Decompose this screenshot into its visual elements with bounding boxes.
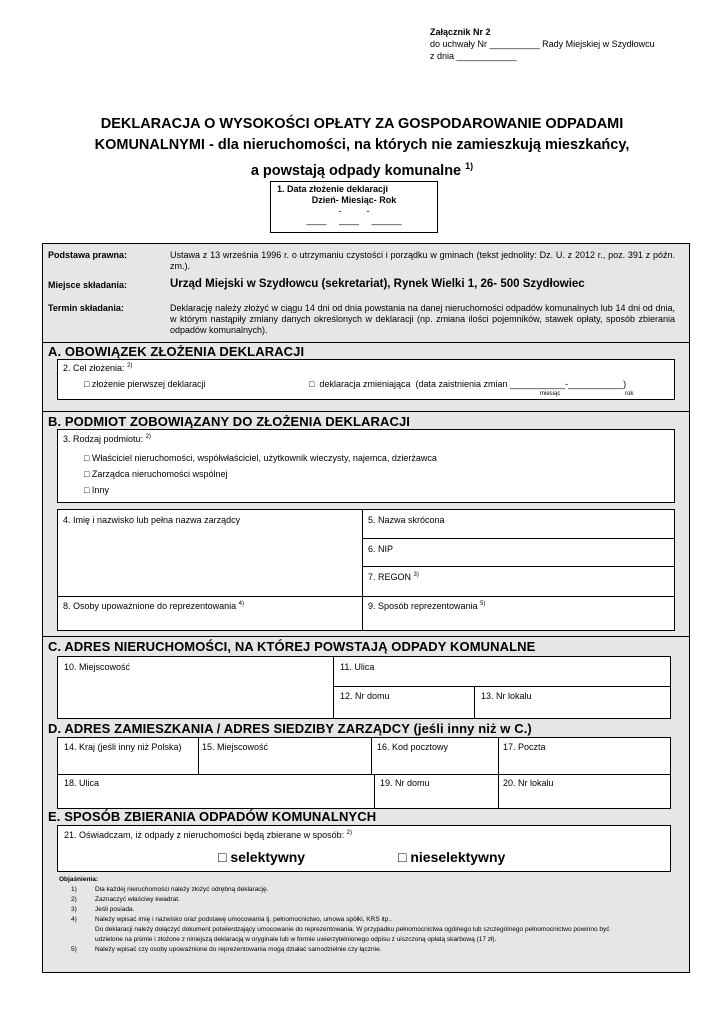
section-c-heading: C. ADRES NIERUCHOMOŚCI, NA KTÓREJ POWSTAJĄ ODPADY KOMUNALNE xyxy=(48,639,536,654)
checkbox-selective[interactable]: □ selektywny xyxy=(218,849,306,865)
field-9-label: 9. Sposób reprezentowania xyxy=(368,601,478,611)
field-17-post-office[interactable]: 17. Poczta xyxy=(503,742,546,752)
checkbox-non-selective[interactable]: □ nieselektywny xyxy=(398,849,506,865)
explanation-item xyxy=(59,895,679,905)
field-2-purpose xyxy=(57,359,675,400)
explanation-item xyxy=(59,905,679,915)
field-20-apartment-number[interactable]: 20. Nr lokalu xyxy=(503,778,554,788)
field-15-city[interactable]: 15. Miejscowość xyxy=(202,742,269,752)
field-8-authorized-persons xyxy=(63,601,244,611)
resolution-suffix: Rady Miejskiej w Szydłowcu xyxy=(542,39,655,49)
explanation-item xyxy=(59,935,679,945)
resolution-prefix: do uchwały Nr xyxy=(430,39,488,49)
checkbox-owner[interactable]: □ Właściciel nieruchomości, współwłaściciel, użytkownik wieczysty, najemca, dzierżawca xyxy=(84,453,437,463)
explanation-item xyxy=(59,925,679,935)
explanation-text: Należy wpisać imię i nazwisko oraz podstawę umocowania tj. pełnomocnictwo, umowa spółki, KRS itp.. xyxy=(95,916,392,923)
field-21-label: 21. Oświadczam, iż odpady z nieruchomości będą zbierane w sposób: xyxy=(64,830,345,840)
field-19-house-number[interactable]: 19. Nr domu xyxy=(380,778,430,788)
place-label: Miejsce składania: xyxy=(48,280,128,290)
month-sublabel: miesiąc xyxy=(540,391,561,397)
year-sublabel: rok xyxy=(625,391,634,397)
entity-details-grid xyxy=(57,509,675,631)
field-9-sup: 5) xyxy=(480,601,486,607)
field-11-street[interactable]: 11. Ulica xyxy=(340,662,375,672)
field-5-short-name[interactable]: 5. Nazwa skrócona xyxy=(368,515,445,525)
legal-basis-text: Ustawa z 13 września 1996 r. o utrzymaniu czystości i porządku w gminach (tekst jednolity: Dz. U. z 2012 r., poz. 391 z późn. zm.). xyxy=(170,250,675,271)
field-16-postal-code[interactable]: 16. Kod pocztowy xyxy=(377,742,449,752)
field-12-house-number[interactable]: 12. Nr domu xyxy=(340,691,390,701)
date-prefix: z dnia xyxy=(430,51,455,61)
property-address-grid xyxy=(57,656,671,719)
form-main xyxy=(42,243,690,973)
field-2-sup: 2) xyxy=(127,363,133,369)
explanation-item xyxy=(59,915,679,925)
attachment-block xyxy=(430,26,700,62)
checkbox-common-property-manager[interactable]: □ Zarządca nieruchomości wspólnej xyxy=(84,469,228,479)
residence-address-grid xyxy=(57,737,671,809)
date-blank[interactable]: ____________ xyxy=(456,51,517,61)
explanation-item xyxy=(59,885,679,895)
explanation-text: udzielone na piśmie i złożone z niniejszą deklaracją w oryginale lub w formie uwierzytelnionego odpisu z uiszczoną opłatą skarbową (17 zł). xyxy=(95,936,497,943)
date-box-blanks[interactable]: ____ ____ ______ xyxy=(306,215,402,225)
explanation-text: Należy wpisać czy osoby upoważnione do reprezentowania mogą działać samodzielnie czy łącznie. xyxy=(95,946,382,953)
checkbox-amending-declaration[interactable]: □ deklaracja zmieniająca (data zaistnienia zmian ___________-___________) xyxy=(309,379,627,389)
field-3-label: 3. Rodzaj podmiotu: xyxy=(63,434,144,444)
date-box-separators: - - xyxy=(338,206,370,216)
explanation-number: 4) xyxy=(71,916,77,923)
title-line-1: DEKLARACJA O WYSOKOŚCI OPŁATY ZA GOSPODAROWANIE ODPADAMI xyxy=(100,116,624,132)
field-7-label: 7. REGON xyxy=(368,572,412,582)
submission-date-box[interactable] xyxy=(270,181,438,233)
explanation-text: Dla każdej nieruchomości należy złożyć odrębną deklarację. xyxy=(95,886,269,893)
explanation-number: 3) xyxy=(71,906,77,913)
field-2-label: 2. Cel złożenia: xyxy=(63,363,125,373)
title-footnote: 1) xyxy=(465,161,474,171)
title-line-3: a powstają odpady komunalne xyxy=(250,162,462,179)
explanation-number: 5) xyxy=(71,946,77,953)
field-4-full-name[interactable]: 4. Imię i nazwisko lub pełna nazwa zarządcy xyxy=(63,515,241,525)
resolution-number-blank[interactable]: __________ xyxy=(489,39,540,49)
field-6-nip[interactable]: 6. NIP xyxy=(368,544,394,554)
explanations-heading: Objaśnienia: xyxy=(59,876,99,883)
field-7-sup: 3) xyxy=(413,572,419,578)
section-b-heading: B. PODMIOT ZOBOWIĄZANY DO ZŁOŻENIA DEKLARACJI xyxy=(48,414,410,429)
deadline-text: Deklarację należy złożyć w ciągu 14 dni od dnia powstania na danej nieruchomości odpadów komunalnych lub 14 dni od dnia, w którym nastąpiły zmiany danych określonych w deklaracji (np. zmiana ilości pojemników, stawek opłaty, sposób zbierania odpadów komunalnych). xyxy=(170,303,675,335)
field-21-sup: 2) xyxy=(346,830,353,836)
checkbox-first-declaration[interactable]: □ złożenie pierwszej deklaracji xyxy=(84,379,206,389)
explanation-text: Jeśli posiada. xyxy=(95,906,135,913)
field-18-street[interactable]: 18. Ulica xyxy=(64,778,100,788)
explanation-number: 2) xyxy=(71,896,77,903)
field-3-sup: 2) xyxy=(145,434,151,440)
section-e-heading: E. SPOSÓB ZBIERANIA ODPADÓW KOMUNALNYCH xyxy=(48,809,377,824)
deadline-label: Termin składania: xyxy=(48,303,124,313)
field-14-country[interactable]: 14. Kraj (jeśli inny niż Polska) xyxy=(64,742,182,752)
date-box-label: 1. Data złożenie deklaracji xyxy=(277,184,389,194)
field-8-label: 8. Osoby upoważnione do reprezentowania xyxy=(63,601,237,611)
explanation-item xyxy=(59,945,679,955)
legal-basis-label: Podstawa prawna: xyxy=(48,250,128,260)
place-text: Urząd Miejski w Szydłowcu (sekretariat), Rynek Wielki 1, 26- 500 Szydłowiec xyxy=(170,278,585,290)
section-d-heading: D. ADRES ZAMIESZKANIA / ADRES SIEDZIBY ZARZĄDCY (jeśli inny niż w C.) xyxy=(48,721,532,736)
checkbox-other[interactable]: □ Inny xyxy=(84,485,109,495)
field-7-regon xyxy=(368,572,419,582)
explanation-text: Zaznaczyć właściwy kwadrat. xyxy=(95,896,180,903)
explanation-number: 1) xyxy=(71,886,77,893)
explanations xyxy=(59,875,679,955)
field-9-representation-method xyxy=(368,601,485,611)
field-10-city[interactable]: 10. Miejscowość xyxy=(64,662,131,672)
explanations-list xyxy=(59,885,679,955)
attachment-title: Załącznik Nr 2 xyxy=(430,27,491,37)
section-a-heading: A. OBOWIĄZEK ZŁOŻENIA DEKLARACJI xyxy=(48,344,305,359)
title-line-2: KOMUNALNYMI - dla nieruchomości, na których nie zamieszkują mieszkańcy, xyxy=(94,137,630,153)
field-3-entity-type xyxy=(57,429,675,503)
document-title xyxy=(40,114,684,182)
field-21-collection-method xyxy=(57,825,671,872)
explanation-text: Do deklaracji należy dołączyć dokument potwierdzający umocowanie do reprezentowania. W przypadku pełnomocnictwa ogólnego lub szczególnego pełnomocnictwo powinno być xyxy=(95,926,610,933)
field-13-apartment-number[interactable]: 13. Nr lokalu xyxy=(481,691,532,701)
date-box-format: Dzień- Miesiąc- Rok xyxy=(311,195,397,205)
field-8-sup: 4) xyxy=(238,601,244,607)
